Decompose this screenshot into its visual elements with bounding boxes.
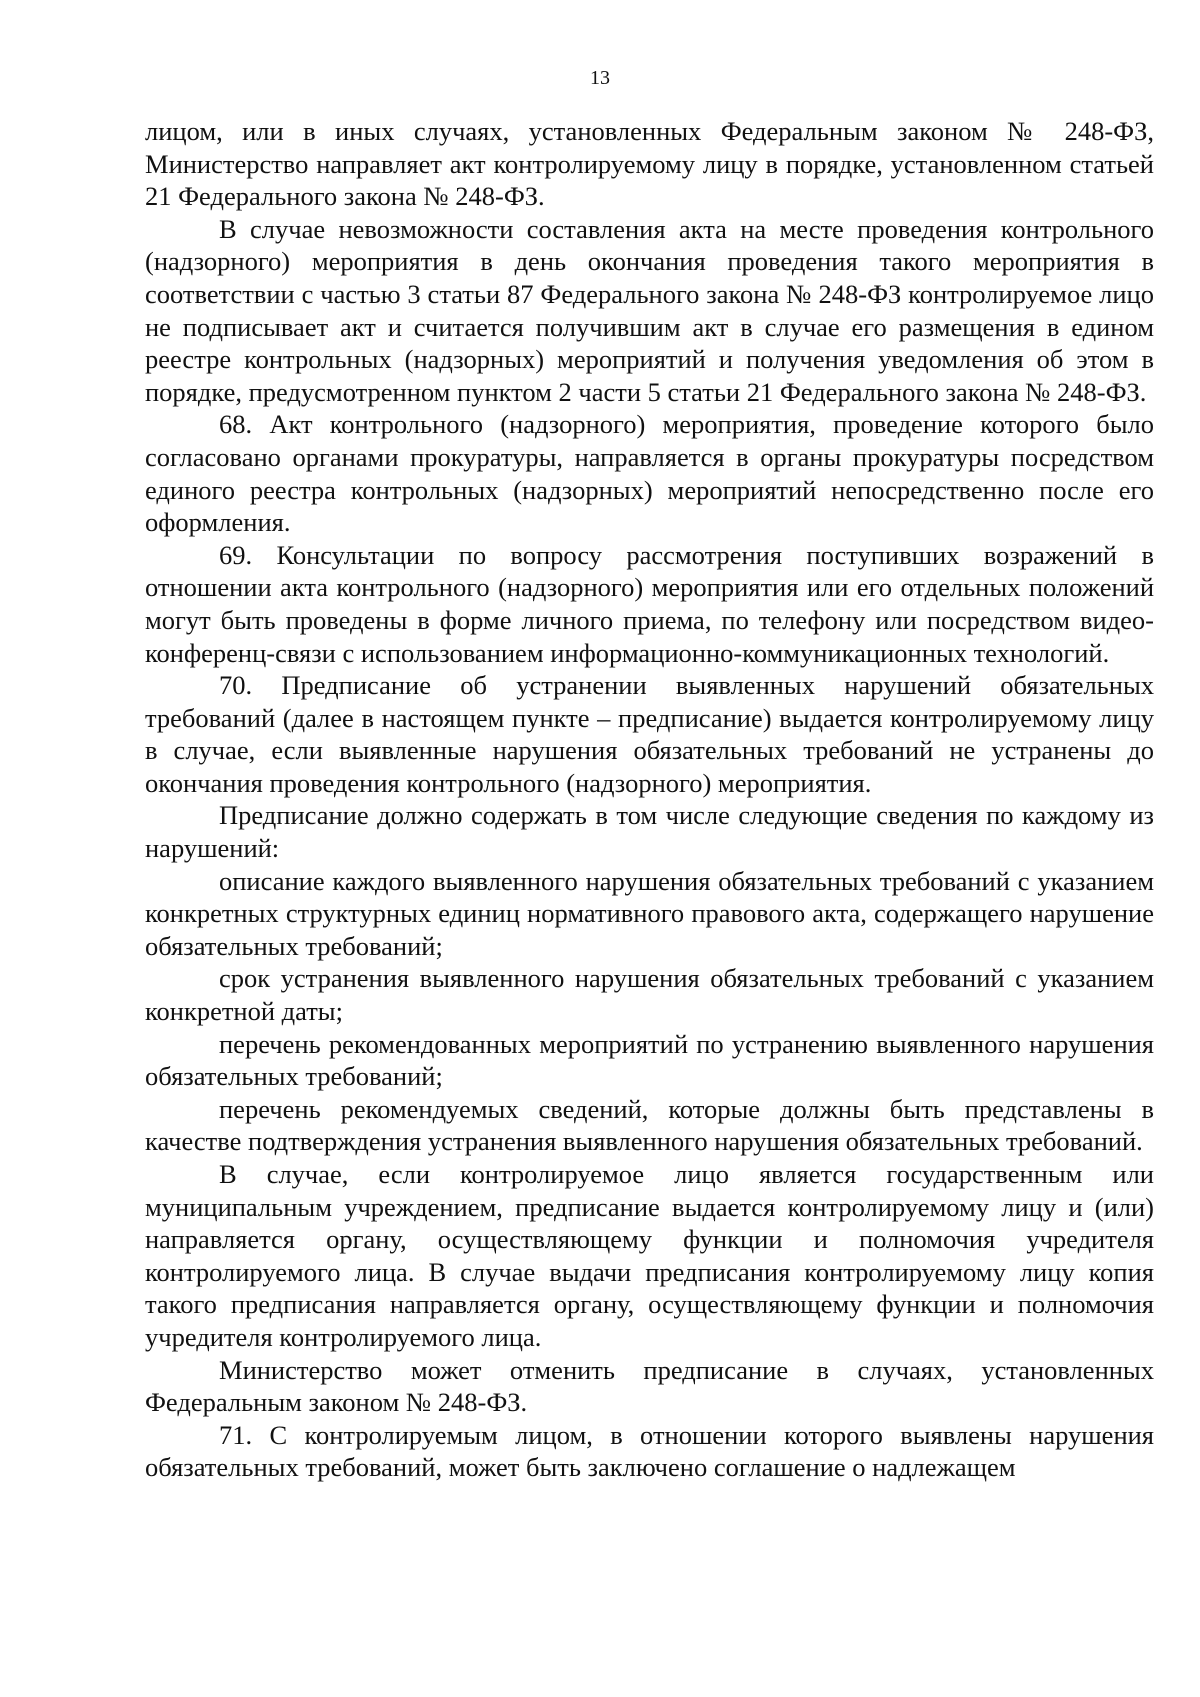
document-body <box>145 115 1154 1484</box>
paragraph-item-69: 69. Консультации по вопросу рассмотрения поступивших возражений в отношении акта контрольного (надзорного) мероприятия или его отдельных положений могут быть проведены в форме личного приема, по телефону или посредством видео-конференц-связи с использованием информационно-коммуникационных технологий. <box>145 539 1154 668</box>
paragraph: лицом, или в иных случаях, установленных Федеральным законом № 248-ФЗ, Министерство направляет акт контролируемому лицу в порядке, установленном статьей 21 Федерального закона № 248-ФЗ. <box>145 116 1154 212</box>
page-number: 13 <box>590 67 610 89</box>
paragraph: срок устранения выявленного нарушения обязательных требований с указанием конкретной даты; <box>145 963 1154 1027</box>
paragraph: перечень рекомендованных мероприятий по устранению выявленного нарушения обязательных требований; <box>145 1028 1154 1092</box>
paragraph-item-70: 70. Предписание об устранении выявленных нарушений обязательных требований (далее в настоящем пункте – предписание) выдается контролируемому лицу в случае, если выявленные нарушения обязательных требований не устранены до окончания проведения контрольного (надзорного) мероприятия. <box>145 670 1154 798</box>
paragraph: Министерство может отменить предписание в случаях, установленных Федеральным законом № 248-ФЗ. <box>145 1354 1154 1418</box>
paragraph-item-71: 71. С контролируемым лицом, в отношении которого выявлены нарушения обязательных требований, может быть заключено соглашение о надлежащем <box>145 1419 1154 1483</box>
paragraph: Предписание должно содержать в том числе следующие сведения по каждому из нарушений: <box>145 800 1154 864</box>
paragraph: перечень рекомендуемых сведений, которые должны быть представлены в качестве подтверждения устранения выявленного нарушения обязательных требований. <box>145 1093 1154 1157</box>
paragraph-item-68: 68. Акт контрольного (надзорного) мероприятия, проведение которого было согласовано органами прокуратуры, направляется в органы прокуратуры посредством единого реестра контрольных (надзорных) мероприятий непосредственно после его оформления. <box>145 409 1154 538</box>
paragraph: описание каждого выявленного нарушения обязательных требований с указанием конкретных структурных единиц нормативного правового акта, содержащего нарушение обязательных требований; <box>145 865 1154 961</box>
paragraph: В случае невозможности составления акта на месте проведения контрольного (надзорного) мероприятия в день окончания проведения такого мероприятия в соответствии с частью 3 статьи 87 Федерального закона № 248-ФЗ контролируемое лицо не подписывает акт и считается получившим акт в случае его размещения в едином реестре контрольных (надзорных) мероприятий и получения уведомления об этом в порядке, предусмотренном пунктом 2 части 5 статьи 21 Федерального закона № 248-ФЗ. <box>145 213 1154 407</box>
paragraph: В случае, если контролируемое лицо является государственным или муниципальным учреждением, предписание выдается контролируемому лицу и (или) направляется органу, осуществляющему функции и полномочия учредителя контролируемого лица. В случае выдачи предписания контролируемому лицу копия такого предписания направляется органу, осуществляющему функции и полномочия учредителя контролируемого лица. <box>145 1159 1154 1352</box>
